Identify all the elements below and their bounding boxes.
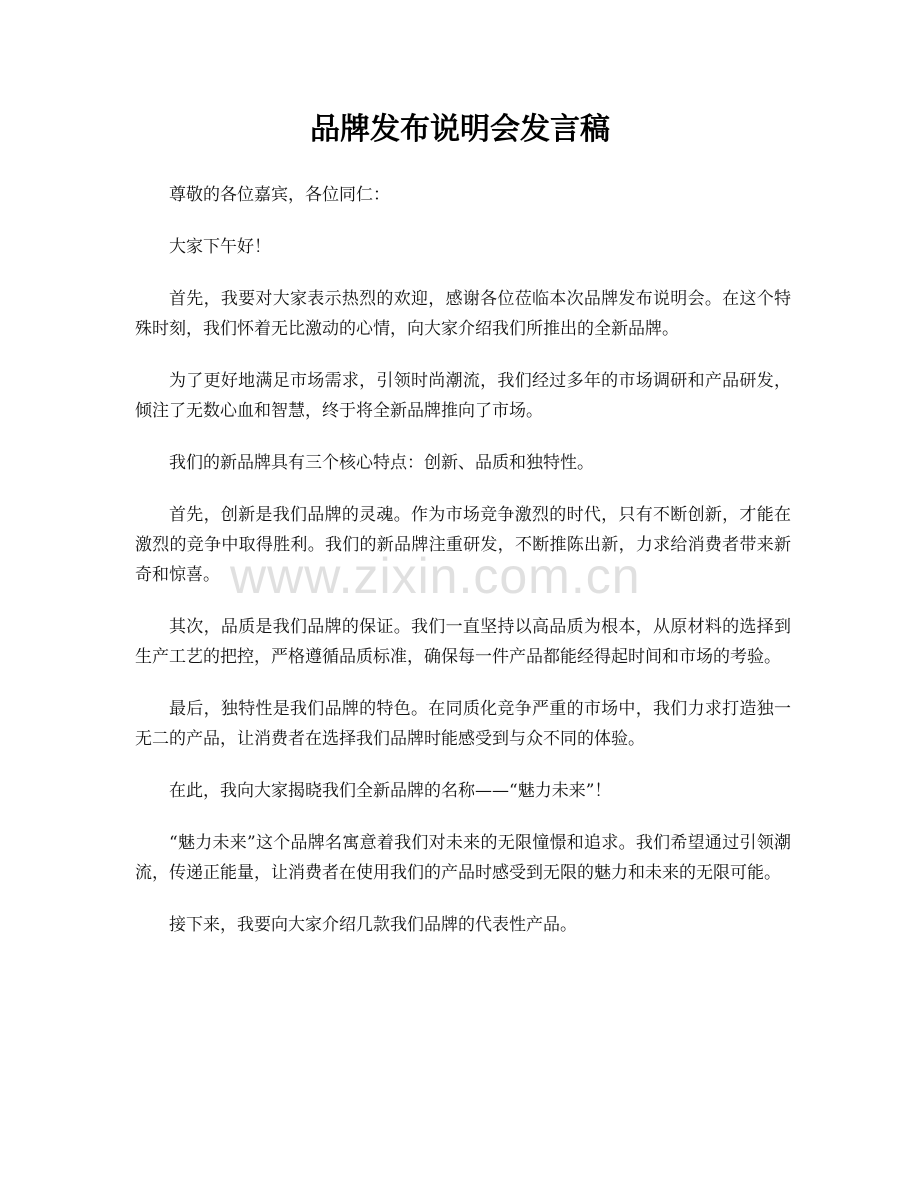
paragraph-good-afternoon: 大家下午好！: [169, 237, 271, 257]
paragraph-brand-name: 在此，我向大家揭晓我们全新品牌的名称——“魅力未来”！: [169, 781, 612, 801]
paragraph-welcome: 首先，我要对大家表示热烈的欢迎，感谢各位莅临本次品牌发布说明会。在这个特殊时刻，我们怀着无比激动的心情，向大家介绍我们所推出的全新品牌。: [135, 289, 791, 339]
paragraph-uniqueness: 最后，独特性是我们品牌的特色。在同质化竞争严重的市场中，我们力求打造独一无二的产品，让消费者在选择我们品牌时能感受到与众不同的体验。: [135, 699, 791, 749]
paragraph-greeting: 尊敬的各位嘉宾，各位同仁：: [169, 185, 390, 205]
paragraph-innovation: 首先，创新是我们品牌的灵魂。作为市场竞争激烈的时代，只有不断创新，才能在激烈的竞争中取得胜利。我们的新品牌注重研发，不断推陈出新，力求给消费者带来新奇和惊喜。: [135, 505, 791, 585]
paragraph-core-features: 我们的新品牌具有三个核心特点：创新、品质和独特性。: [169, 453, 594, 473]
paragraph-products: 接下来，我要向大家介绍几款我们品牌的代表性产品。: [169, 915, 577, 935]
paragraph-brand-meaning: “魅力未来”这个品牌名寓意着我们对未来的无限憧憬和追求。我们希望通过引领潮流，传递正能量，让消费者在使用我们的产品时感受到无限的魅力和未来的无限可能。: [135, 833, 791, 883]
document-title: 品牌发布说明会发言稿: [310, 112, 610, 147]
paragraph-quality: 其次，品质是我们品牌的保证。我们一直坚持以高品质为根本，从原材料的选择到生产工艺的把控，严格遵循品质标准，确保每一件产品都能经得起时间和市场的考验。: [135, 617, 791, 667]
document-body: [135, 180, 791, 962]
paragraph-market: 为了更好地满足市场需求，引领时尚潮流，我们经过多年的市场调研和产品研发，倾注了无数心血和智慧，终于将全新品牌推向了市场。: [135, 371, 791, 421]
watermark-text: www.zixin.com.cn: [230, 548, 641, 604]
